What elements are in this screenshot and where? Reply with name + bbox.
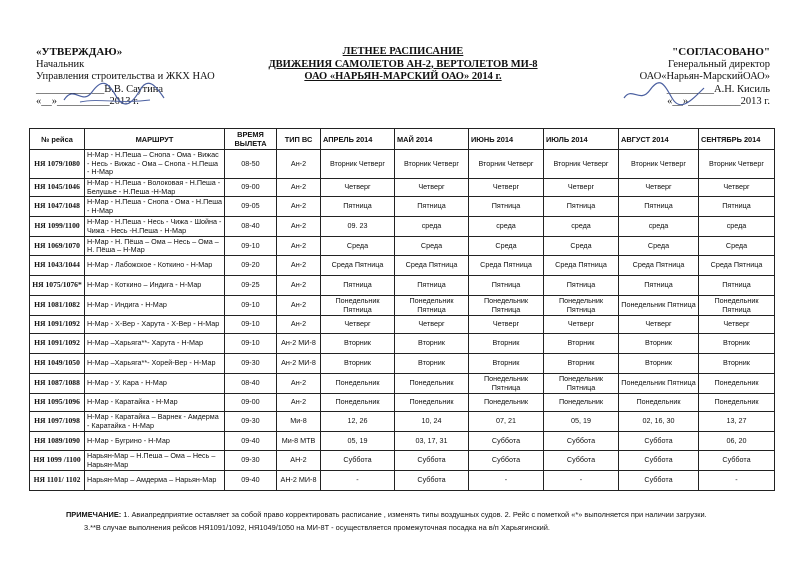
aircraft-type-cell: Ан-2 <box>277 276 321 296</box>
may-days-cell: Суббота <box>395 471 469 491</box>
flight-number-cell: НЯ 1095/1096 <box>30 394 85 412</box>
route-cell: Н-Мар - Н.Пеша - Несь - Чижа - Шойна - Чижа - Несь -Н.Пеша - Н-Мар <box>85 217 225 237</box>
june-days-cell: среда <box>469 217 544 237</box>
footnote-text-2: 3.**В случае выполнения рейсов НЯ1091/1092, НЯ1049/1050 на МИ-8Т - осуществляется промежуточная посадка на в/п Харьягинский. <box>84 523 550 532</box>
september-days-cell: Четверг <box>699 316 775 334</box>
header-flight: № рейса <box>30 129 85 150</box>
header-april: АПРЕЛЬ 2014 <box>321 129 395 150</box>
header-july: ИЮЛЬ 2014 <box>544 129 619 150</box>
aircraft-type-cell: АН-2 <box>277 451 321 471</box>
header-june: ИЮНЬ 2014 <box>469 129 544 150</box>
september-days-cell: среда <box>699 217 775 237</box>
approval-left-signer: _____________В.В. Саутина <box>36 83 163 95</box>
june-days-cell: Среда Пятница <box>469 256 544 276</box>
april-days-cell: Вторник <box>321 334 395 354</box>
july-days-cell: Среда Пятница <box>544 256 619 276</box>
july-days-cell: Понедельник Пятница <box>544 296 619 316</box>
august-days-cell: Пятница <box>619 197 699 217</box>
flight-number-cell: НЯ 1079/1080 <box>30 150 85 179</box>
april-days-cell: Пятница <box>321 197 395 217</box>
route-cell: Нарьян-Мар – Амдерма – Нарьян-Мар <box>85 471 225 491</box>
table-row <box>30 237 775 256</box>
departure-time-cell: 08-40 <box>225 217 277 237</box>
approval-left-date: «__»__________2013 г. <box>36 96 139 107</box>
june-days-cell: 07, 21 <box>469 412 544 432</box>
table-body <box>30 150 775 491</box>
aircraft-type-cell: Ан-2 <box>277 150 321 179</box>
august-days-cell: Вторник Четверг <box>619 150 699 179</box>
departure-time-cell: 09-10 <box>225 237 277 256</box>
april-days-cell: 05, 19 <box>321 432 395 451</box>
table-row <box>30 316 775 334</box>
june-days-cell: Вторник Четверг <box>469 150 544 179</box>
footnote-line-1 <box>66 508 786 521</box>
aircraft-type-cell: Ан-2 <box>277 179 321 197</box>
september-days-cell: Вторник <box>699 334 775 354</box>
august-days-cell: Вторник <box>619 334 699 354</box>
june-days-cell: Понедельник Пятница <box>469 296 544 316</box>
approval-right-signer: _________А.Н. Кисиль <box>666 83 770 95</box>
departure-time-cell: 09-00 <box>225 394 277 412</box>
departure-time-cell: 09-20 <box>225 256 277 276</box>
april-days-cell: Понедельник <box>321 394 395 412</box>
august-days-cell: 02, 16, 30 <box>619 412 699 432</box>
route-cell: Н-Мар –Харьяга**- Харута - Н-Мар <box>85 334 225 354</box>
header-aircraft-type: ТИП ВС <box>277 129 321 150</box>
september-days-cell: Вторник <box>699 354 775 374</box>
june-days-cell: Понедельник Пятница <box>469 374 544 394</box>
may-days-cell: 03, 17, 31 <box>395 432 469 451</box>
flight-number-cell: НЯ 1099/1100 <box>30 217 85 237</box>
flight-number-cell: НЯ 1089/1090 <box>30 432 85 451</box>
aircraft-type-cell: Ан-2 МИ-8 <box>277 354 321 374</box>
aircraft-type-cell: Ми-8 МТВ <box>277 432 321 451</box>
april-days-cell: 09. 23 <box>321 217 395 237</box>
table-row <box>30 150 775 179</box>
route-cell: Н-Мар - Каратайка – Варнек - Амдерма - Каратайка - Н-Мар <box>85 412 225 432</box>
august-days-cell: Четверг <box>619 316 699 334</box>
july-days-cell: Четверг <box>544 316 619 334</box>
aircraft-type-cell: АН-2 МИ-8 <box>277 471 321 491</box>
route-cell: Н-Мар - Н.Пеша - Волоковая - Н.Пеша - Белушье - Н.Пеша -Н-Мар <box>85 179 225 197</box>
april-days-cell: Среда <box>321 237 395 256</box>
table-row <box>30 296 775 316</box>
approval-right-title: "СОГЛАСОВАНО" <box>672 46 770 58</box>
route-cell: Н-Мар - Лабожское - Коткино - Н-Мар <box>85 256 225 276</box>
table-row <box>30 432 775 451</box>
july-days-cell: среда <box>544 217 619 237</box>
approval-left-position: Начальник <box>36 58 85 70</box>
table-row <box>30 471 775 491</box>
august-days-cell: Суббота <box>619 432 699 451</box>
may-days-cell: Среда Пятница <box>395 256 469 276</box>
june-days-cell: Четверг <box>469 316 544 334</box>
table-row <box>30 197 775 217</box>
table-row <box>30 276 775 296</box>
august-days-cell: Пятница <box>619 276 699 296</box>
route-cell: Н-Мар - Каратайка - Н-Мар <box>85 394 225 412</box>
route-cell: Нарьян-Мар – Н.Пеша – Ома – Несь – Нарьян-Мар <box>85 451 225 471</box>
document-title <box>268 46 538 84</box>
table-row <box>30 256 775 276</box>
footnote-text-1: 1. Авиапредприятие оставляет за собой право корректировать расписание , изменять типы воздушных судов. 2. Рейс с пометкой «*» выполняется при наличии загрузки. <box>123 510 707 519</box>
header-route: МАРШРУТ <box>85 129 225 150</box>
may-days-cell: Вторник Четверг <box>395 150 469 179</box>
june-days-cell: Пятница <box>469 197 544 217</box>
august-days-cell: Суббота <box>619 471 699 491</box>
departure-time-cell: 09-30 <box>225 412 277 432</box>
april-days-cell: Понедельник <box>321 374 395 394</box>
route-cell: Н-Мар - Х-Вер - Харута - Х-Вер - Н-Мар <box>85 316 225 334</box>
departure-time-cell: 09-10 <box>225 296 277 316</box>
departure-time-cell: 09-40 <box>225 471 277 491</box>
august-days-cell: Среда <box>619 237 699 256</box>
april-days-cell: Четверг <box>321 179 395 197</box>
august-days-cell: Суббота <box>619 451 699 471</box>
departure-time-cell: 09-30 <box>225 451 277 471</box>
june-days-cell: Среда <box>469 237 544 256</box>
september-days-cell: Понедельник <box>699 394 775 412</box>
september-days-cell: Вторник Четверг <box>699 150 775 179</box>
april-days-cell: - <box>321 471 395 491</box>
may-days-cell: Пятница <box>395 197 469 217</box>
june-days-cell: - <box>469 471 544 491</box>
footnote-label: ПРИМЕЧАНИЕ: <box>66 510 122 519</box>
route-cell: Н-Мар - Бугрино - Н-Мар <box>85 432 225 451</box>
departure-time-cell: 08-50 <box>225 150 277 179</box>
header-august: АВГУСТ 2014 <box>619 129 699 150</box>
route-cell: Н-Мар - Н.Пеша – Снопа - Ома - Вижас - Несь - Вижас - Ома – Снопа - Н.Пеша - Н-Мар <box>85 150 225 179</box>
april-days-cell: 12, 26 <box>321 412 395 432</box>
aircraft-type-cell: Ан-2 <box>277 256 321 276</box>
approval-left-title: «УТВЕРЖДАЮ» <box>36 46 123 58</box>
right-signature-scribble <box>620 80 710 108</box>
august-days-cell: Четверг <box>619 179 699 197</box>
august-days-cell: Среда Пятница <box>619 256 699 276</box>
route-cell: Н-Мар - Индига - Н-Мар <box>85 296 225 316</box>
table-row <box>30 354 775 374</box>
august-days-cell: Вторник <box>619 354 699 374</box>
header-may: МАЙ 2014 <box>395 129 469 150</box>
september-days-cell: 13, 27 <box>699 412 775 432</box>
table-row <box>30 179 775 197</box>
september-days-cell: Четверг <box>699 179 775 197</box>
aircraft-type-cell: Ан-2 <box>277 374 321 394</box>
july-days-cell: Вторник Четверг <box>544 150 619 179</box>
departure-time-cell: 09-30 <box>225 354 277 374</box>
flight-number-cell: НЯ 1049/1050 <box>30 354 85 374</box>
september-days-cell: Среда <box>699 237 775 256</box>
route-cell: Н-Мар - У. Кара - Н-Мар <box>85 374 225 394</box>
september-days-cell: 06, 20 <box>699 432 775 451</box>
may-days-cell: Суббота <box>395 451 469 471</box>
flight-number-cell: НЯ 1101/ 1102 <box>30 471 85 491</box>
flight-number-cell: НЯ 1075/1076* <box>30 276 85 296</box>
may-days-cell: среда <box>395 217 469 237</box>
title-line-2: ДВИЖЕНИЯ САМОЛЕТОВ АН-2, ВЕРТОЛЕТОВ МИ-8 <box>268 58 538 70</box>
route-cell: Н-Мар - Н. Пёша – Ома – Несь – Ома – Н. Пёша – Н-Мар <box>85 237 225 256</box>
departure-time-cell: 09-10 <box>225 334 277 354</box>
flight-number-cell: НЯ 1087/1088 <box>30 374 85 394</box>
flight-number-cell: НЯ 1097/1098 <box>30 412 85 432</box>
september-days-cell: Понедельник Пятница <box>699 296 775 316</box>
departure-time-cell: 09-25 <box>225 276 277 296</box>
table-row <box>30 374 775 394</box>
flight-number-cell: НЯ 1045/1046 <box>30 179 85 197</box>
april-days-cell: Четверг <box>321 316 395 334</box>
july-days-cell: Суббота <box>544 432 619 451</box>
departure-time-cell: 09-05 <box>225 197 277 217</box>
aircraft-type-cell: Ан-2 <box>277 217 321 237</box>
departure-time-cell: 09-00 <box>225 179 277 197</box>
may-days-cell: Понедельник <box>395 374 469 394</box>
july-days-cell: Вторник <box>544 334 619 354</box>
april-days-cell: Среда Пятница <box>321 256 395 276</box>
june-days-cell: Четверг <box>469 179 544 197</box>
table-row <box>30 451 775 471</box>
may-days-cell: Вторник <box>395 354 469 374</box>
september-days-cell: Пятница <box>699 276 775 296</box>
aircraft-type-cell: Ан-2 <box>277 197 321 217</box>
table-row <box>30 412 775 432</box>
table-row <box>30 217 775 237</box>
aircraft-type-cell: Ан-2 МИ-8 <box>277 334 321 354</box>
flight-number-cell: НЯ 1047/1048 <box>30 197 85 217</box>
route-cell: Н-Мар - Н.Пеша - Снопа - Ома - Н.Пеша - Н-Мар <box>85 197 225 217</box>
july-days-cell: 05, 19 <box>544 412 619 432</box>
may-days-cell: Вторник <box>395 334 469 354</box>
route-cell: Н-Мар - Коткино – Индига - Н-Мар <box>85 276 225 296</box>
september-days-cell: Понедельник <box>699 374 775 394</box>
april-days-cell: Вторник Четверг <box>321 150 395 179</box>
august-days-cell: Понедельник <box>619 394 699 412</box>
title-line-1: ЛЕТНЕЕ РАСПИСАНИЕ <box>342 46 464 57</box>
may-days-cell: Понедельник Пятница <box>395 296 469 316</box>
title-line-3: ОАО «НАРЬЯН-МАРСКИЙ ОАО» 2014 г. <box>304 71 502 82</box>
route-cell: Н-Мар –Харьяга**- Хорей-Вер - Н-Мар <box>85 354 225 374</box>
footnotes <box>66 508 786 534</box>
august-days-cell: Понедельник Пятница <box>619 296 699 316</box>
aircraft-type-cell: Ан-2 <box>277 296 321 316</box>
flight-number-cell: НЯ 1069/1070 <box>30 237 85 256</box>
july-days-cell: Понедельник Пятница <box>544 374 619 394</box>
july-days-cell: Пятница <box>544 197 619 217</box>
july-days-cell: Пятница <box>544 276 619 296</box>
july-days-cell: Понедельник <box>544 394 619 412</box>
may-days-cell: Понедельник <box>395 394 469 412</box>
aircraft-type-cell: Ми-8 <box>277 412 321 432</box>
flight-number-cell: НЯ 1091/1092 <box>30 334 85 354</box>
july-days-cell: Суббота <box>544 451 619 471</box>
departure-time-cell: 08-40 <box>225 374 277 394</box>
flight-number-cell: НЯ 1081/1082 <box>30 296 85 316</box>
table-row <box>30 394 775 412</box>
approval-right-company: ОАО«Нарьян-МарскийОАО» <box>639 71 770 82</box>
may-days-cell: Среда <box>395 237 469 256</box>
flight-number-cell: НЯ 1091/1092 <box>30 316 85 334</box>
may-days-cell: Четверг <box>395 179 469 197</box>
flight-number-cell: НЯ 1043/1044 <box>30 256 85 276</box>
approval-right-position: Генеральный директор <box>668 58 770 70</box>
aircraft-type-cell: Ан-2 <box>277 237 321 256</box>
june-days-cell: Суббота <box>469 432 544 451</box>
flight-number-cell: НЯ 1099 /1100 <box>30 451 85 471</box>
left-signature-scribble <box>60 80 170 108</box>
aircraft-type-cell: Ан-2 <box>277 316 321 334</box>
may-days-cell: 10, 24 <box>395 412 469 432</box>
departure-time-cell: 09-10 <box>225 316 277 334</box>
flight-schedule-table <box>29 128 775 491</box>
july-days-cell: Четверг <box>544 179 619 197</box>
august-days-cell: Понедельник Пятница <box>619 374 699 394</box>
aircraft-type-cell: Ан-2 <box>277 394 321 412</box>
june-days-cell: Вторник <box>469 354 544 374</box>
august-days-cell: среда <box>619 217 699 237</box>
approval-left-department: Управления строительства и ЖКХ НАО <box>36 71 215 82</box>
september-days-cell: - <box>699 471 775 491</box>
september-days-cell: Пятница <box>699 197 775 217</box>
april-days-cell: Пятница <box>321 276 395 296</box>
departure-time-cell: 09-40 <box>225 432 277 451</box>
september-days-cell: Суббота <box>699 451 775 471</box>
june-days-cell: Понедельник <box>469 394 544 412</box>
september-days-cell: Среда Пятница <box>699 256 775 276</box>
may-days-cell: Пятница <box>395 276 469 296</box>
header-time: ВРЕМЯ ВЫЛЕТА <box>225 129 277 150</box>
june-days-cell: Пятница <box>469 276 544 296</box>
april-days-cell: Вторник <box>321 354 395 374</box>
june-days-cell: Суббота <box>469 451 544 471</box>
header-september: СЕНТЯБРЬ 2014 <box>699 129 775 150</box>
table-row <box>30 334 775 354</box>
july-days-cell: Среда <box>544 237 619 256</box>
table-header-row <box>30 129 775 150</box>
april-days-cell: Понедельник Пятница <box>321 296 395 316</box>
june-days-cell: Вторник <box>469 334 544 354</box>
july-days-cell: Вторник <box>544 354 619 374</box>
approval-right-date: «__»__________2013 г. <box>667 96 770 107</box>
july-days-cell: - <box>544 471 619 491</box>
may-days-cell: Четверг <box>395 316 469 334</box>
april-days-cell: Суббота <box>321 451 395 471</box>
